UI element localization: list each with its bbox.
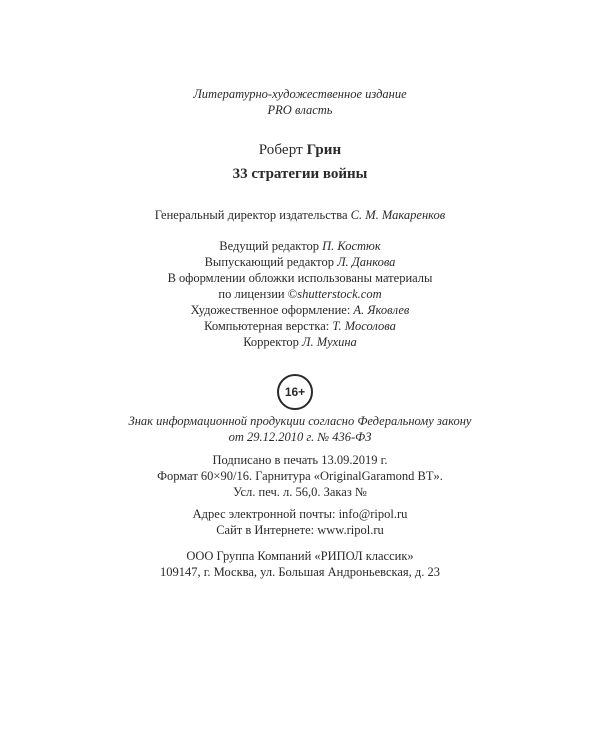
cover-license-line [0, 286, 600, 302]
cover-materials-line: В оформлении обложки использованы материалы [167, 271, 433, 285]
director-label: Генеральный директор издательства [154, 208, 348, 222]
print-signed-date: Подписано в печать 13.09.2019 г. [212, 453, 388, 467]
series-edition-type: Литературно-художественное издание [193, 87, 407, 101]
publisher-address: 109147, г. Москва, ул. Большая Андроньевская, д. 23 [159, 565, 441, 579]
series-name: PRO власть [267, 103, 333, 117]
series-block [0, 86, 600, 118]
author-last-name: Грин [306, 142, 342, 158]
release-editor-line [0, 254, 600, 270]
director-line [0, 207, 600, 223]
publisher-block [0, 548, 600, 580]
author-line [0, 141, 600, 159]
art-design-label: Художественное оформление: [190, 303, 351, 317]
release-editor-label: Выпускающий редактор [204, 255, 334, 269]
layout-name: Т. Мосолова [332, 319, 396, 333]
cover-source: shutterstock.com [297, 287, 382, 301]
age-rating-badge: 16+ [277, 374, 313, 410]
art-design-name: А. Яковлев [353, 303, 410, 317]
lead-editor-line [0, 238, 600, 254]
lead-editor-name: П. Костюк [322, 239, 381, 253]
cover-license-prefix: по лицензии © [218, 287, 298, 301]
proofreader-name: Л. Мухина [302, 335, 357, 349]
proofreader-line [0, 334, 600, 350]
layout-label: Компьютерная верстка: [204, 319, 330, 333]
credits-block [0, 238, 600, 350]
director-name: С. М. Макаренков [350, 208, 446, 222]
age-notice-line1: Знак информационной продукции согласно Федеральному закону [128, 414, 472, 428]
publisher-name: ООО Группа Компаний «РИПОЛ классик» [186, 549, 414, 563]
print-format: Формат 60×90/16. Гарнитура «OriginalGaramond BT». [157, 469, 443, 483]
book-title: 33 стратегии войны [232, 166, 368, 182]
age-rating-wrap [277, 374, 313, 410]
contact-website: Сайт в Интернете: www.ripol.ru [216, 523, 384, 537]
contact-email: Адрес электронной почты: info@ripol.ru [192, 507, 408, 521]
age-notice-line2: от 29.12.2010 г. № 436-ФЗ [228, 430, 372, 444]
age-notice-block [0, 413, 600, 445]
art-design-line [0, 302, 600, 318]
proofreader-label: Корректор [243, 335, 299, 349]
contacts-block [0, 506, 600, 538]
release-editor-name: Л. Данкова [337, 255, 396, 269]
author-first-name: Роберт [258, 142, 303, 158]
layout-line [0, 318, 600, 334]
lead-editor-label: Ведущий редактор [219, 239, 319, 253]
print-info-block [0, 452, 600, 500]
print-sheets-order: Усл. печ. л. 56,0. Заказ № [233, 485, 367, 499]
